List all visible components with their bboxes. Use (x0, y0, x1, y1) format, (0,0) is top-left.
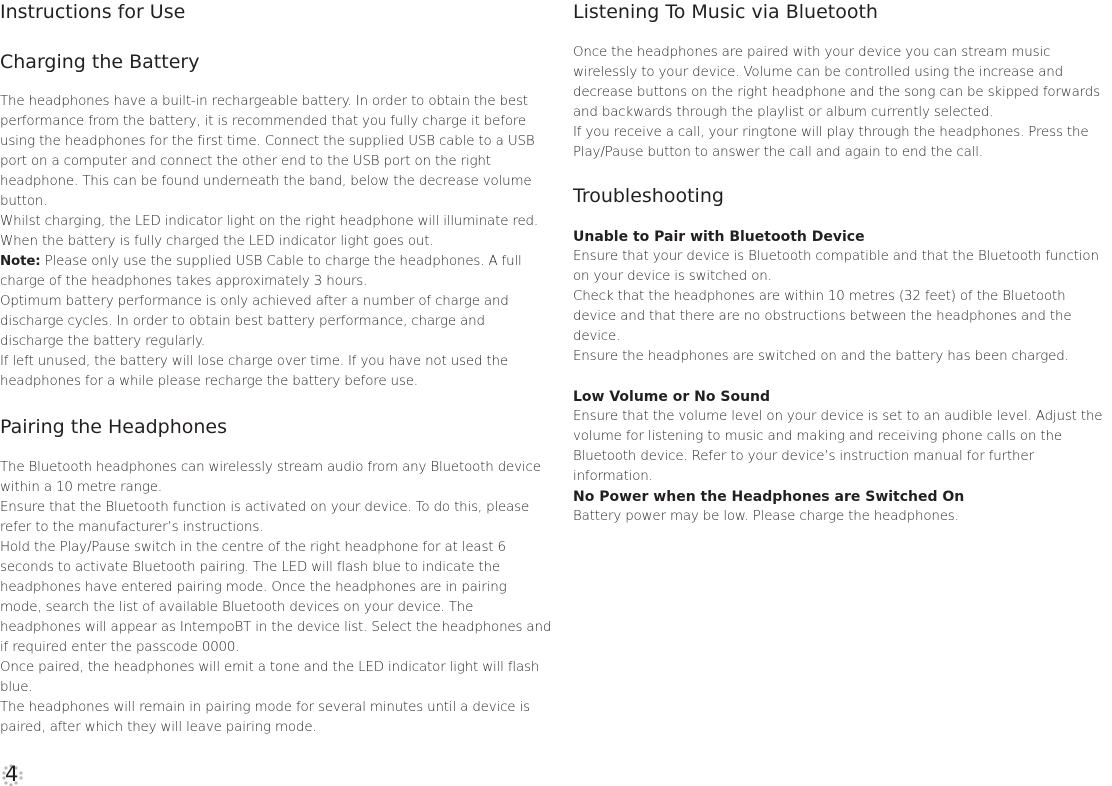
no-power-body (573, 507, 1112, 527)
charging-note (0, 252, 552, 292)
unable-pair-heading: Unable to Pair with Bluetooth Device (573, 229, 865, 245)
troubleshooting-paragraph: Ensure that your device is Bluetooth compatible and that the Bluetooth function on your device is switched on. (573, 249, 1099, 284)
music-title: Listening To Music via Bluetooth (573, 1, 878, 23)
music-paragraph: Once the headphones are paired with your device you can stream music wirelessly to your device. Volume can be controlled using the increase and decrease buttons on the right headphone and the song can be skipped forwards and backwards through the playlist or album currently selected. (573, 45, 1100, 120)
charging-paragraph: The headphones have a built-in rechargeable battery. In order to obtain the best performance from the battery, it is recommended that you fully charge it before using the headphones for the first time. Connect the supplied USB cable to a USB port on a computer and connect the other end to the USB port on the right headphone. This can be found underneath the band, below the decrease volume button. (0, 94, 535, 209)
pairing-paragraph: Ensure that the Bluetooth function is activated on your device. To do this, please refer to the manufacturer’s instructions. (0, 500, 530, 535)
troubleshooting-paragraph: Ensure the headphones are switched on and the battery has been charged. (573, 349, 1069, 364)
troubleshooting-paragraph: Ensure that the volume level on your device is set to an audible level. Adjust the volume for listening to music and making and receiving phone calls on the Bluetooth device. Refer to your device’s instruction manual for further information. (573, 409, 1103, 484)
unable-pair-body (573, 247, 1112, 367)
pairing-body (0, 458, 552, 738)
page-number (2, 762, 32, 786)
no-power-heading: No Power when the Headphones are Switched On (573, 489, 965, 505)
troubleshooting-paragraph: Battery power may be low. Please charge the headphones. (573, 509, 959, 524)
charging-paragraph: Whilst charging, the LED indicator light on the right headphone will illuminate red. When the battery is fully charged the LED indicator light goes out. (0, 214, 538, 249)
low-volume-heading: Low Volume or No Sound (573, 389, 771, 405)
charging-title: Charging the Battery (0, 51, 200, 73)
troubleshooting-paragraph: Check that the headphones are within 10 metres (32 feet) of the Bluetooth device and that there are no obstructions between the headphones and the device. (573, 289, 1072, 344)
low-volume-body (573, 407, 1112, 487)
pairing-paragraph: Once paired, the headphones will emit a tone and the LED indicator light will flash blue. (0, 660, 540, 695)
charging-paragraph: If left unused, the battery will lose charge over time. If you have not used the headphones for a while please recharge the battery before use. (0, 354, 508, 389)
pairing-paragraph: Hold the Play/Pause switch in the centre of the right headphone for at least 6 seconds to activate Bluetooth pairing. The LED will flash blue to indicate the headphones have entered pairing mode. Once the headphones are in pairing mode, search the list of available Bluetooth devices on your device. The headphones will appear as IntempoBT in the device list. Select the headphones and if required enter the passcode 0000. (0, 540, 552, 655)
page-number-text: 4 (5, 762, 19, 786)
note-text: Please only use the supplied USB Cable to charge the headphones. A full charge of the headphones takes approximately 3 hours. (0, 254, 522, 289)
pairing-paragraph: The Bluetooth headphones can wirelessly stream audio from any Bluetooth device within a 10 metre range. (0, 460, 541, 495)
charging-body (0, 92, 552, 392)
music-paragraph: If you receive a call, your ringtone will play through the headphones. Press the Play/Pause button to answer the call and again to end the call. (573, 125, 1089, 160)
music-body (573, 43, 1112, 163)
note-label: Note: (0, 254, 41, 269)
page-heading: Instructions for Use (0, 1, 186, 23)
pairing-title: Pairing the Headphones (0, 416, 228, 438)
pairing-paragraph: The headphones will remain in pairing mode for several minutes until a device is paired, after which they will leave pairing mode. (0, 700, 530, 735)
charging-paragraph: Optimum battery performance is only achieved after a number of charge and discharge cycles. In order to obtain best battery performance, charge and discharge the battery regularly. (0, 294, 509, 349)
troubleshooting-title: Troubleshooting (573, 185, 724, 207)
